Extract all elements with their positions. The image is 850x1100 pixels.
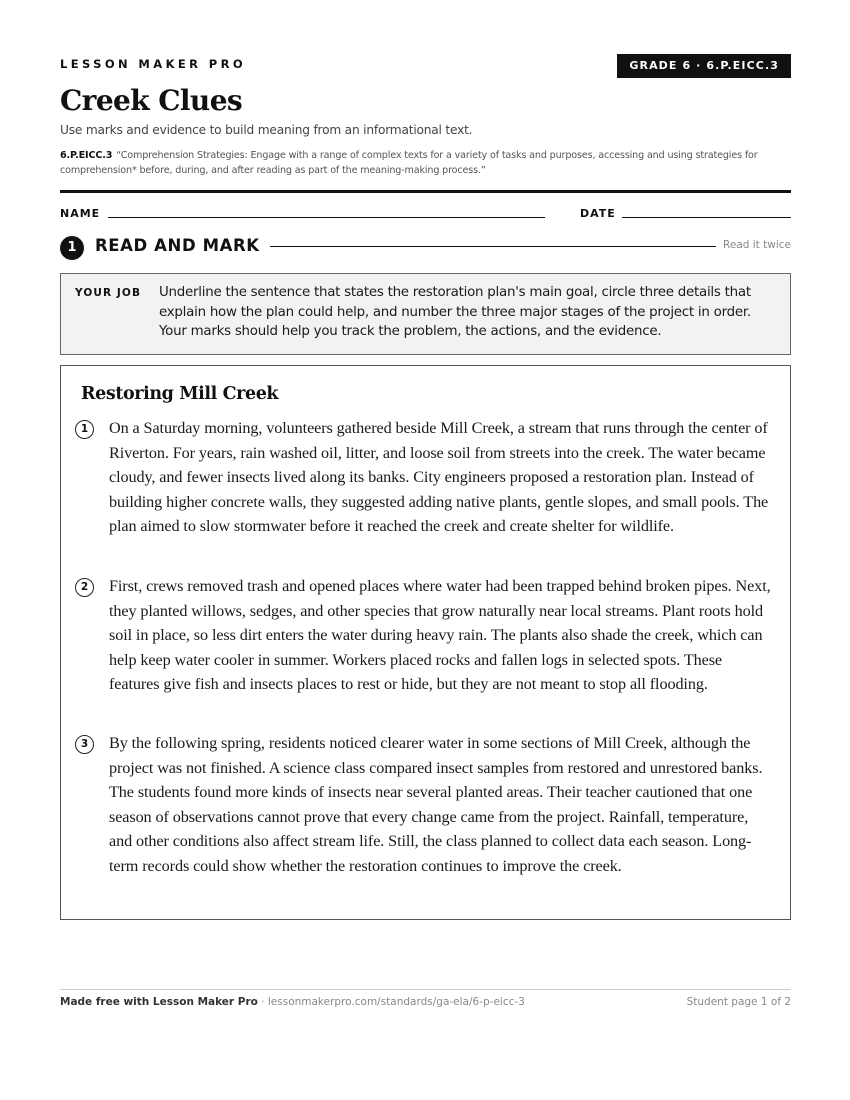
section-title: READ AND MARK — [95, 236, 260, 255]
paragraph-number: 3 — [75, 735, 94, 754]
standard-text: “Comprehension Strategies: Engage with a range of complex texts for a variety of tasks and purposes, accessing and using strategies for comprehension* before, during, and after reading as part of the meaning-making process.” — [60, 150, 758, 176]
grade-badge: GRADE 6 · 6.P.EICC.3 — [617, 54, 791, 78]
paragraph-text: On a Saturday morning, volunteers gathered beside Mill Creek, a stream that runs through the center of Riverton. For years, rain washed oil, litter, and loose soil from streets into the creek. The water became cloudy, and fewer insects lived along its banks. City engineers proposed a restoration plan. Instead of building higher concrete walls, they suggested adding native plants, gentle slopes, and small pools. The plan aimed to slow stormwater before it reached the creek and create shelter for wildlife. — [109, 419, 769, 535]
worksheet-title: Creek Clues — [60, 84, 243, 117]
section-rule — [270, 246, 716, 247]
brand-name: LESSON MAKER PRO — [60, 57, 247, 71]
paragraph-text: By the following spring, residents noticed clearer water in some sections of Mill Creek, although the project was not finished. A science class compared insect samples from restored and unrestored banks. The students found more kinds of insects near several planted areas. Their teacher cautioned that one season of observations cannot prove that every change came from the project. Rainfall, temperature, and other conditions also affect stream life. Still, the class planned to collect data each season. Long-term records could show whether the restoration continues to improve the creek. — [109, 734, 763, 875]
reading-passage — [60, 365, 791, 920]
date-line[interactable] — [622, 217, 791, 218]
name-line[interactable] — [108, 217, 545, 218]
header-divider — [60, 190, 791, 193]
footer-made-with: Made free with Lesson Maker Pro — [60, 996, 258, 1008]
passage-title: Restoring Mill Creek — [81, 384, 279, 404]
worksheet-subtitle: Use marks and evidence to build meaning from an informational text. — [60, 123, 473, 137]
paragraph-text: First, crews removed trash and opened places where water had been trapped behind broken pipes. Next, they planted willows, sedges, and other species that grow naturally near local streams. Plant roots hold soil in place, so less dirt enters the water during heavy rain. The plants also shade the creek, which can help keep water cooler in summer. Workers placed rocks and fallen logs in selected spots. These features give fish and insects places to rest or hide, but they are not meant to stop all flooding. — [109, 577, 771, 693]
footer-credit — [60, 996, 525, 1008]
paragraph-number: 1 — [75, 420, 94, 439]
date-label: DATE — [580, 207, 616, 220]
footer-page-number: Student page 1 of 2 — [686, 996, 791, 1008]
standard-code: 6.P.EICC.3 — [60, 150, 113, 161]
paragraph-number: 2 — [75, 578, 94, 597]
section-number: 1 — [60, 236, 84, 260]
instructions-text: Underline the sentence that states the restoration plan's main goal, circle three details that explain how the plan could help, and number the three major stages of the project in order. Your marks should help you track the problem, the actions, and the evidence. — [159, 285, 751, 339]
instructions-box — [60, 273, 791, 355]
footer-url[interactable]: · lessonmakerpro.com/standards/ga-ela/6-p-eicc-3 — [257, 996, 525, 1008]
name-label: NAME — [60, 207, 101, 220]
worksheet-page — [60, 0, 791, 1100]
instructions-label: YOUR JOB — [75, 287, 142, 299]
section-note: Read it twice — [723, 239, 791, 251]
standard-description — [60, 148, 790, 178]
footer-divider — [60, 989, 791, 990]
